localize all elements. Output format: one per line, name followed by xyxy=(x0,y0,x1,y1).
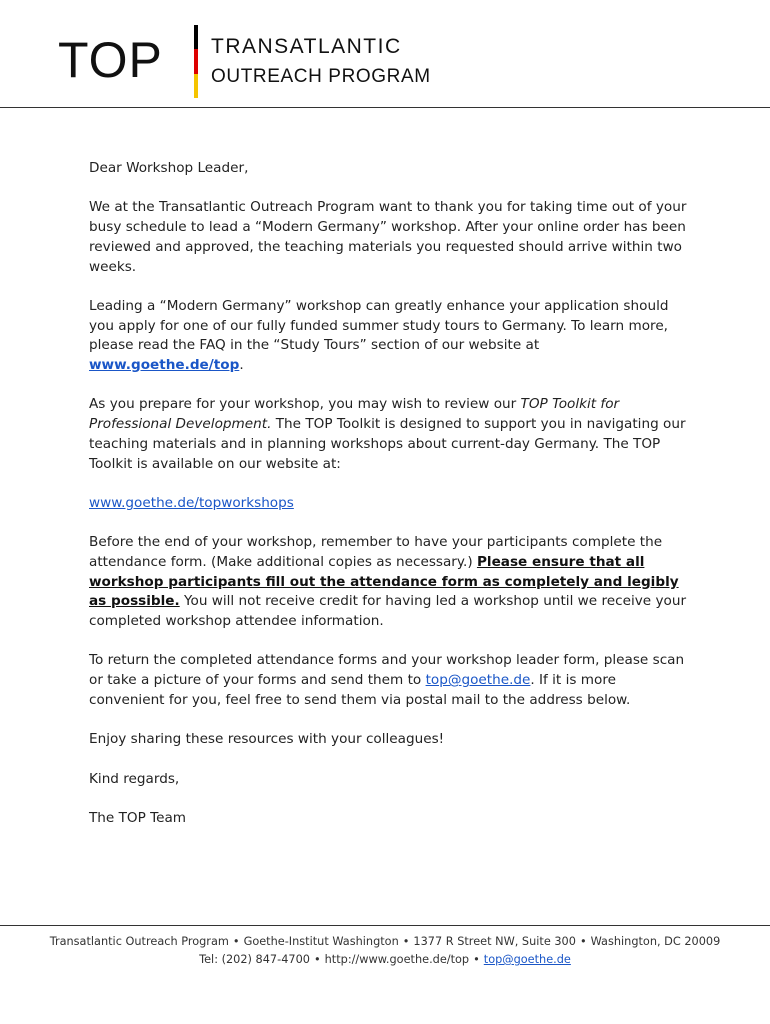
paragraph-return-forms xyxy=(89,651,689,710)
closing: Kind regards, xyxy=(89,770,180,787)
letterhead xyxy=(0,0,770,108)
footer-separator: • xyxy=(402,935,410,948)
paragraph-study-tours-text: Leading a “Modern Germany” workshop can greatly enhance your application should you apply for one of our fully funded summer study tours to Germany. To learn more, please read the FAQ in the “Study Tours” section of our website at xyxy=(89,297,669,354)
logo-flag-black xyxy=(194,25,198,49)
footer-separator: • xyxy=(579,935,587,948)
toolkit-title: TOP Toolkit for Professional Development. xyxy=(89,396,620,433)
footer-contact-line xyxy=(0,951,770,969)
logo-flag-gold xyxy=(194,74,198,98)
footer-tel: Tel: (202) 847-4700 xyxy=(199,953,310,966)
email-link[interactable]: top@goethe.de xyxy=(425,672,531,689)
study-tours-link[interactable]: www.goethe.de/top xyxy=(89,357,240,373)
paragraph-toolkit-text: As you prepare for your workshop, you may wish to review our xyxy=(89,396,521,413)
logo-line-1: TRANSATLANTIC xyxy=(211,35,402,58)
paragraph-study-tours xyxy=(89,297,689,376)
footer-separator: • xyxy=(232,935,240,948)
paragraph-toolkit xyxy=(89,395,689,474)
footer-institute: Goethe-Institut Washington xyxy=(243,935,399,948)
paragraph-enjoy: Enjoy sharing these resources with your colleagues! xyxy=(89,731,445,748)
paragraph-return-text: To return the completed attendance forms and your workshop leader form, please scan or take a picture of your forms and send them to xyxy=(89,652,685,689)
salutation: Dear Workshop Leader, xyxy=(89,160,249,176)
toolkit-link[interactable]: www.goethe.de/topworkshops xyxy=(89,494,294,511)
logo-flag-bar xyxy=(194,25,198,98)
footer-separator: • xyxy=(313,953,321,966)
footer-divider xyxy=(0,925,770,926)
logo-flag-red xyxy=(194,49,198,73)
logo-line-2: OUTREACH PROGRAM xyxy=(211,66,431,87)
footer-email-link[interactable]: top@goethe.de xyxy=(483,953,571,966)
footer-separator: • xyxy=(473,953,480,966)
paragraph-thanks: We at the Transatlantic Outreach Program want to thank you for taking time out of your busy schedule to lead a “Modern Germany” workshop. After your online order has been reviewed and approved, the teaching materials you requested should arrive within two weeks. xyxy=(89,199,687,275)
header-divider xyxy=(0,107,770,108)
paragraph-toolkit-link xyxy=(89,494,689,514)
attendance-emphasis: Please ensure that all workshop participants fill out the attendance form as completely and legibly as possible. xyxy=(89,553,679,610)
paragraph-attendance-rest: You will not receive credit for having led a workshop until we receive your completed workshop attendee information. xyxy=(89,593,687,630)
letter-body xyxy=(89,159,689,848)
footer-address-line xyxy=(0,933,770,951)
footer-city: Washington, DC 20009 xyxy=(590,935,721,948)
signature: The TOP Team xyxy=(89,810,187,827)
paragraph-study-tours-end: . xyxy=(239,357,244,373)
paragraph-attendance xyxy=(89,533,689,632)
footer xyxy=(0,933,770,969)
logo-mark: TOP xyxy=(58,32,163,88)
paragraph-attendance-text: Before the end of your workshop, remember to have your participants complete the attendance form. (Make additional copies as necessary.) xyxy=(89,534,663,570)
footer-org: Transatlantic Outreach Program xyxy=(49,935,229,948)
paragraph-toolkit-rest: The TOP Toolkit is designed to support you in navigating our teaching materials and in planning workshops about current-day Germany. The TOP Toolkit is available on our website at: xyxy=(89,416,686,472)
footer-url[interactable]: http://www.goethe.de/top xyxy=(324,953,470,966)
paragraph-return-rest: . If it is more convenient for you, feel free to send them via postal mail to the address below. xyxy=(89,672,631,708)
footer-street: 1377 R Street NW, Suite 300 xyxy=(413,935,576,948)
